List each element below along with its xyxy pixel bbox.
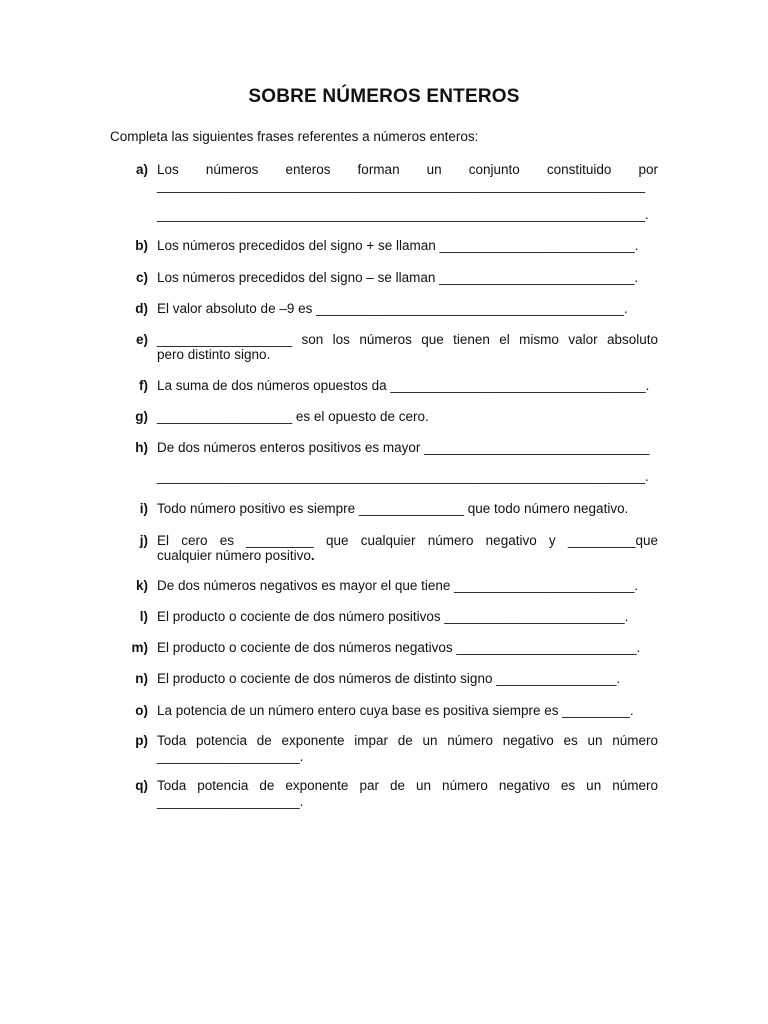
- question-text-fragment: cualquier número positivo: [157, 548, 311, 563]
- question-text[interactable]: Los números precedidos del signo + se llaman __________________________.: [157, 238, 639, 253]
- question-text[interactable]: El producto o cociente de dos número positivos ________________________.: [157, 609, 629, 624]
- question-text[interactable]: El producto o cociente de dos números de distinto signo ________________.: [157, 671, 621, 686]
- question-label: p): [135, 733, 148, 748]
- question-text[interactable]: De dos números negativos es mayor el que tiene ________________________.: [157, 578, 639, 593]
- question-text: Toda potencia de exponente par de un número negativo es un número: [157, 778, 658, 793]
- question-label: e): [135, 332, 148, 347]
- answer-blank[interactable]: _________________________________________________________________.: [157, 207, 649, 222]
- answer-blank[interactable]: ___________________.: [157, 749, 304, 764]
- answer-blank[interactable]: _________________________________________________________________: [157, 178, 646, 193]
- question-text[interactable]: Los números precedidos del signo – se llaman __________________________.: [157, 270, 639, 285]
- question-label: h): [135, 440, 148, 455]
- question-text[interactable]: __________________ es el opuesto de cero.: [157, 409, 429, 424]
- period: .: [310, 548, 315, 563]
- question-text[interactable]: El cero es _________ que cualquier número negativo y _________que: [157, 533, 658, 548]
- question-label: f): [139, 378, 148, 393]
- question-label: l): [139, 609, 148, 624]
- question-text[interactable]: Todo número positivo es siempre ______________ que todo número negativo.: [157, 501, 629, 516]
- question-text[interactable]: La potencia de un número entero cuya base es positiva siempre es _________.: [157, 703, 634, 718]
- question-label: b): [135, 238, 148, 253]
- instructions: Completa las siguientes frases referentes a números enteros:: [110, 129, 479, 144]
- question-label: c): [135, 270, 148, 285]
- question-label: i): [139, 501, 148, 516]
- question-text: Toda potencia de exponente impar de un número negativo es un número: [157, 733, 658, 748]
- answer-blank[interactable]: _________________________________________________________________.: [157, 469, 649, 484]
- question-label: d): [135, 301, 148, 316]
- question-text[interactable]: El producto o cociente de dos números negativos ________________________.: [157, 640, 641, 655]
- question-text[interactable]: La suma de dos números opuestos da __________________________________.: [157, 378, 650, 393]
- question-label: m): [131, 640, 148, 655]
- question-label: o): [135, 703, 148, 718]
- question-text[interactable]: De dos números enteros positivos es mayor ______________________________: [157, 440, 650, 455]
- question-text[interactable]: __________________ son los números que tienen el mismo valor absoluto: [157, 332, 658, 347]
- question-label: a): [135, 162, 148, 177]
- answer-blank[interactable]: ___________________.: [157, 794, 304, 809]
- question-text-continued: pero distinto signo.: [157, 347, 271, 362]
- question-label: q): [135, 778, 148, 793]
- page-title: SOBRE NÚMEROS ENTEROS: [248, 86, 520, 107]
- question-text: Los números enteros forman un conjunto constituido por: [157, 162, 658, 177]
- question-text[interactable]: El valor absoluto de –9 es _________________________________________.: [157, 301, 628, 316]
- question-text-continued: [157, 548, 658, 564]
- question-label: j): [139, 533, 148, 548]
- question-label: g): [135, 409, 148, 424]
- question-label: n): [135, 671, 148, 686]
- question-label: k): [135, 578, 148, 593]
